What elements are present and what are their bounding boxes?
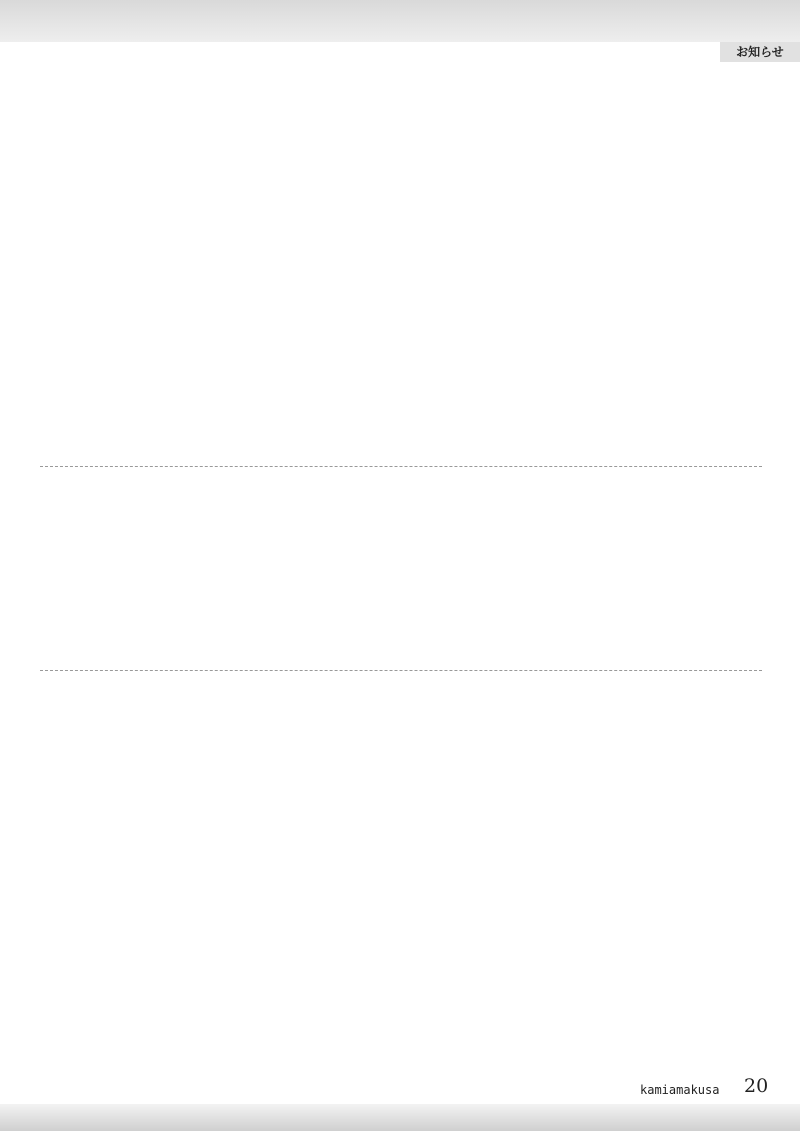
page-number: 20	[744, 1075, 769, 1097]
section-tab: お知らせ	[720, 42, 800, 62]
footer-band	[0, 1104, 800, 1131]
divider	[40, 466, 762, 467]
divider	[40, 670, 762, 671]
header-band	[0, 0, 800, 42]
magazine-name: kamiamakusa	[640, 1083, 720, 1097]
